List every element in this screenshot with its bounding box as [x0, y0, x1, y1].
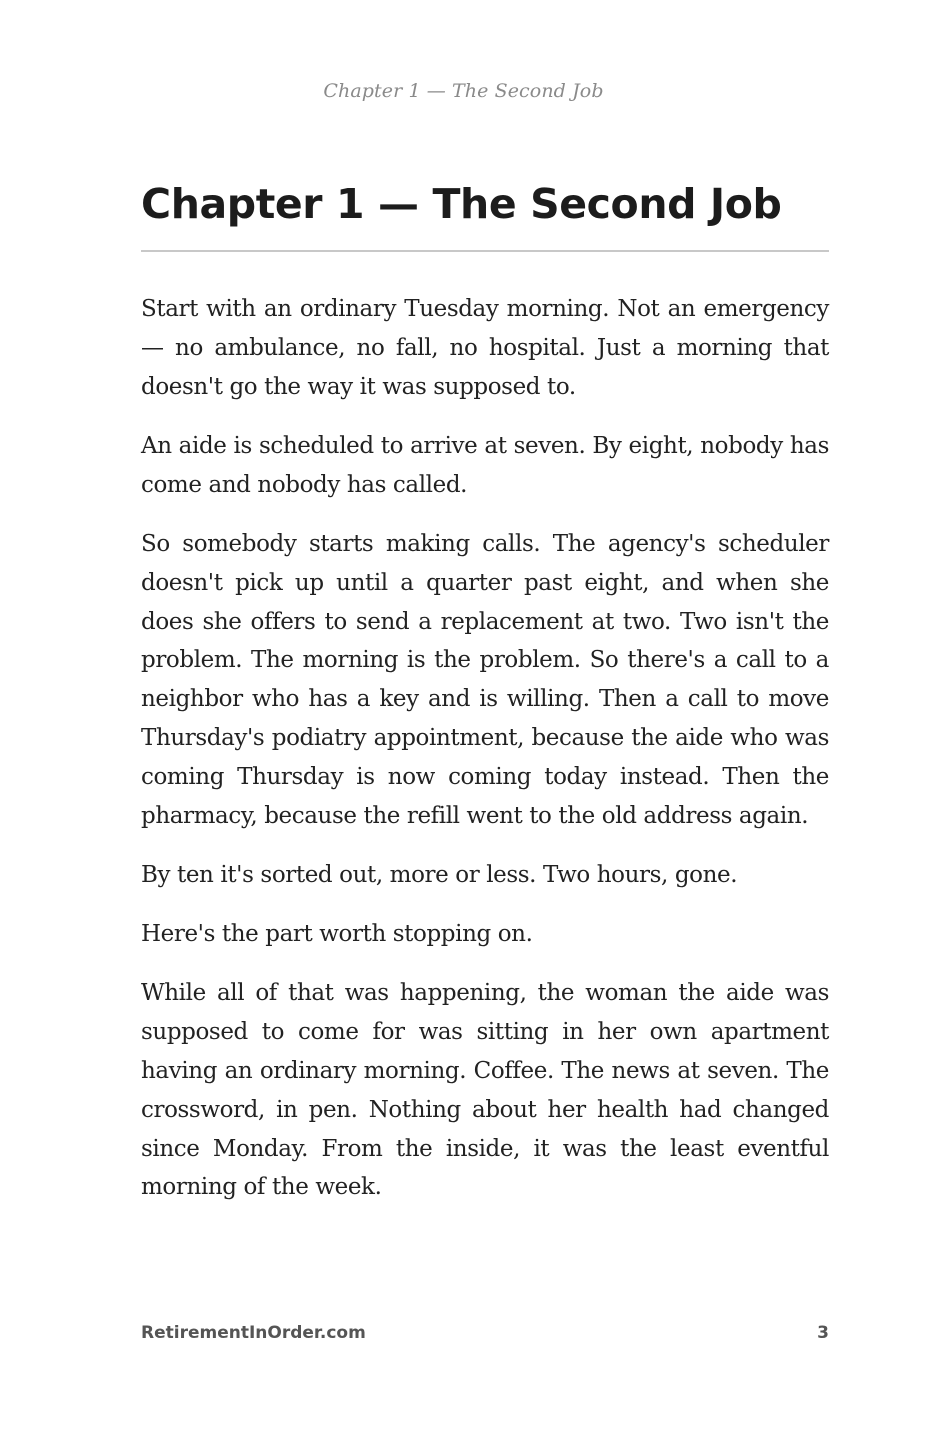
- paragraph: By ten it's sorted out, more or less. Two hours, gone.: [141, 861, 738, 888]
- running-header: Chapter 1 — The Second Job: [323, 80, 604, 102]
- paragraph: Here's the part worth stopping on.: [141, 921, 533, 948]
- footer-site-name: RetirementInOrder.com: [141, 1323, 366, 1343]
- paragraph: So somebody starts making calls. The agency's scheduler doesn't pick up until a quarter past eight, and when she does she offers to send a replacement at two. Two isn't the problem. The morning is the problem. So there's a call to a neighbor who has a key and is willing. Then a call to move Thursday's podiatry appointment, because the aide who was coming Thursday is now coming today instead. Then the pharmacy, because the refill went to the old address again.: [141, 530, 829, 829]
- page-number: 3: [817, 1323, 829, 1343]
- paragraph: Start with an ordinary Tuesday morning. Not an emergency — no ambulance, no fall, no hospital. Just a morning that doesn't go the way it was supposed to.: [141, 296, 829, 400]
- paragraph: While all of that was happening, the woman the aide was supposed to come for was sitting in her own apartment having an ordinary morning. Coffee. The news at seven. The crossword, in pen. Nothing about her health had changed since Monday. From the inside, it was the least eventful morning of the week.: [141, 980, 829, 1201]
- paragraph: An aide is scheduled to arrive at seven. By eight, nobody has come and nobody has called.: [141, 432, 829, 498]
- chapter-body: [141, 290, 829, 1228]
- chapter-title: Chapter 1 — The Second Job: [141, 180, 782, 228]
- title-divider: [141, 250, 829, 252]
